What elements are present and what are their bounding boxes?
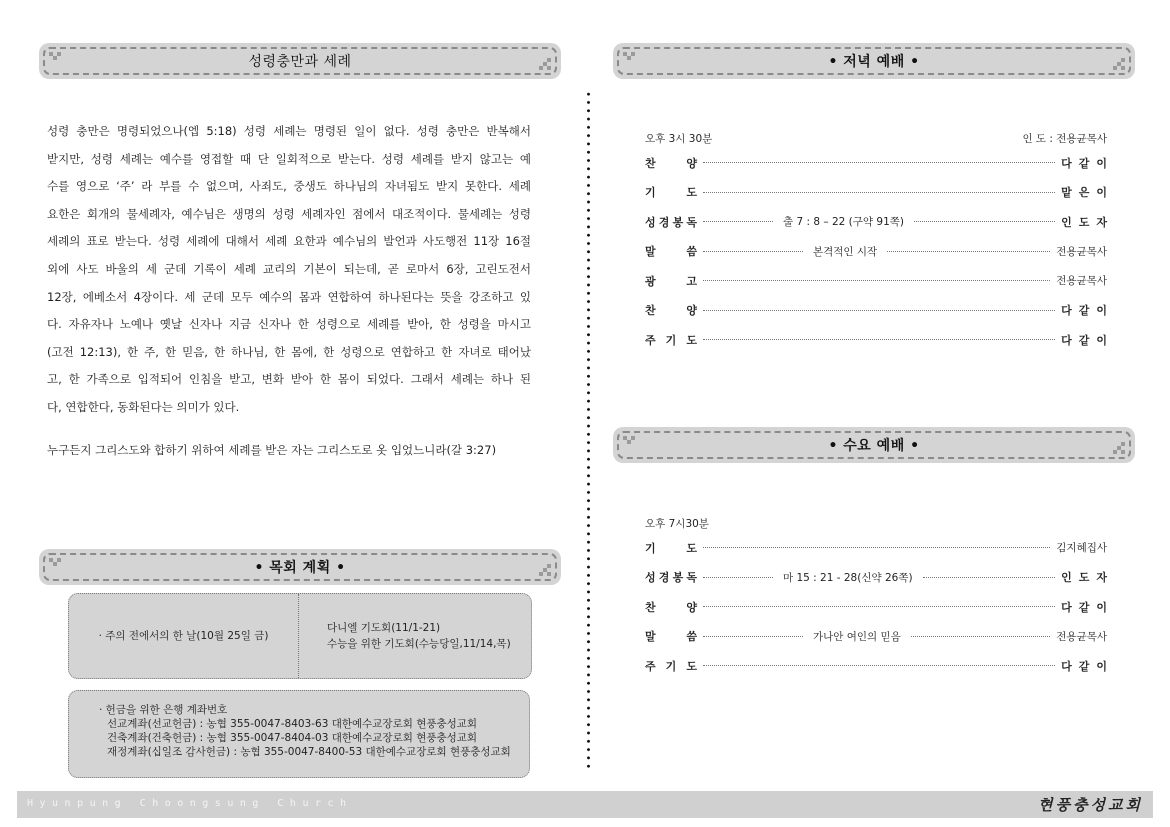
article-line: 외에 사도 바울의 세 군데 기록이 세례 교리의 기본이 되는데, 곧 로마서 6장, 고린도전서 (47, 261, 531, 276)
section-title: • 저녁 예배 • (828, 54, 920, 70)
plan-event-left (69, 594, 299, 678)
order-item-label: 찬 양 (645, 156, 697, 170)
service-order-row (645, 237, 1107, 267)
order-item-label: 성 경 봉 독 (645, 215, 697, 229)
service-order-row (645, 563, 1114, 593)
order-item-person: 다같이 (1061, 304, 1114, 318)
corner-decoration-icon (623, 52, 635, 64)
order-item-label: 주 기 도 (645, 659, 697, 673)
order-item-label: 기 도 (645, 541, 697, 555)
order-item-person: 다같이 (1061, 333, 1114, 347)
plan-event: 다니엘 기도회(11/1-21) (327, 622, 441, 634)
article-line: 요한은 회개의 물세례자, 예수님은 생명의 성령 세례자인 점에서 대조적이다. 물세례는 성령 (47, 206, 531, 221)
service-order-row (645, 325, 1114, 355)
service-order-row (645, 592, 1114, 622)
article-line: 수를 영으로 ‘주’ 라 부를 수 없으며, 사죄도, 중생도 하나님의 자녀됨도 받지 못한다. 세례 (47, 179, 531, 194)
bank-account-line: 선교계좌(선교헌금) : 농협 355-0047-8403-63 대한예수교장로회 현풍충성교회 (107, 718, 478, 730)
section-title: • 수요 예배 • (828, 438, 920, 454)
order-item-person: 인도자 (1061, 571, 1114, 585)
dotted-leader (703, 636, 803, 637)
article-line: 받지만, 성령 세례는 예수를 영접할 때 단 일회적으로 받는다. 성령 세례를 받지 않고는 예 (47, 151, 531, 166)
order-item-person: 다같이 (1061, 156, 1114, 170)
evening-service-order (645, 128, 1114, 355)
dotted-leader (703, 280, 1050, 281)
order-item-person: 인도자 (1061, 215, 1114, 229)
wednesday-service-order (645, 513, 1114, 681)
plan-event-right (299, 594, 531, 678)
section-title: 성령충만과 세례 (248, 54, 352, 70)
article-line: 12장, 에베소서 4장이다. 세 군데 모두 예수의 몸과 연합하여 하나된다는 뜻을 강조하고 있 (47, 289, 531, 304)
pastoral-plan-box (68, 593, 532, 679)
dotted-leader (703, 310, 1055, 311)
bank-account-line: 재정계좌(십일조 감사헌금) : 농협 355-0047-8400-53 대한예수교장로회 현풍충성교회 (107, 746, 511, 758)
section-title: • 목회 계획 • (254, 560, 346, 576)
evening-service-header (613, 43, 1135, 79)
corner-decoration-icon (49, 52, 61, 64)
order-item-label: 찬 양 (645, 600, 697, 614)
service-order-row (645, 266, 1107, 296)
order-item-label: 주 기 도 (645, 333, 697, 347)
dotted-leader (703, 162, 1055, 163)
order-item-person: 맡은이 (1061, 186, 1114, 200)
order-item-label: 광 고 (645, 274, 697, 288)
church-name-korean: 현풍충성교회 (1038, 796, 1143, 814)
service-order-row (645, 533, 1107, 563)
order-item-detail: 가나안 여인의 믿음 (813, 630, 901, 643)
service-time: 오후 3시 30분 (645, 132, 713, 145)
dotted-leader (703, 606, 1055, 607)
order-item-label: 말 씀 (645, 630, 697, 644)
order-item-person: 전용균목사 (1056, 245, 1107, 258)
service-order-row (645, 178, 1114, 208)
order-item-detail: 출 7 : 8 – 22 (구약 91쪽) (783, 216, 904, 229)
footer-bar (17, 791, 1153, 818)
order-item-person: 다같이 (1061, 659, 1114, 673)
order-item-label: 찬 양 (645, 304, 697, 318)
baptism-article (47, 118, 531, 422)
order-item-label: 성 경 봉 독 (645, 571, 697, 585)
order-item-label: 말 씀 (645, 245, 697, 259)
baptism-section-header (39, 43, 561, 79)
dotted-leader (703, 221, 773, 222)
corner-decoration-icon (49, 558, 61, 570)
order-item-person: 다같이 (1061, 600, 1114, 614)
article-line: (고전 12:13), 한 주, 한 믿음, 한 하나님, 한 몸에, 한 성령으로 연합하고 한 자녀로 태어났 (47, 344, 531, 359)
order-item-label: 기 도 (645, 186, 697, 200)
dotted-leader (703, 665, 1055, 666)
dotted-leader (703, 577, 773, 578)
dotted-leader (887, 251, 1050, 252)
article-line: 세례의 표로 받는다. 성령 세례에 대해서 세례 요한과 예수님의 발언과 사도행전 11장 16절 (47, 234, 531, 249)
wednesday-service-header (613, 427, 1135, 463)
order-item-person: 김지혜집사 (1056, 542, 1107, 555)
bank-account-line: 건축계좌(건축헌금) : 농협 355-0047-8404-03 대한예수교장로회 현풍충성교회 (107, 732, 478, 744)
service-order-row (645, 296, 1114, 326)
plan-event: · 주의 전에서의 한 날(10월 25일 금) (98, 630, 269, 642)
service-order-row (645, 651, 1114, 681)
article-line: 다. 자유자나 노예나 옛날 신자나 지금 신자나 한 성령으로 세례를 받아, 한 성령을 마시고 (47, 317, 531, 332)
corner-decoration-icon (539, 564, 551, 576)
dotted-leader (923, 577, 1056, 578)
dotted-leader (703, 547, 1050, 548)
corner-decoration-icon (539, 58, 551, 70)
corner-decoration-icon (623, 436, 635, 448)
article-line: 다, 연합한다, 동화된다는 의미가 있다. (47, 399, 240, 414)
dotted-leader (911, 636, 1050, 637)
order-item-detail: 마 15 : 21 - 28(신약 26쪽) (783, 571, 913, 584)
service-order-row (645, 207, 1114, 237)
page-divider (587, 90, 590, 772)
order-item-detail: 본격적인 시작 (813, 245, 878, 258)
service-leader: 인 도 : 전용균목사 (1022, 132, 1107, 145)
order-item-person: 전용균목사 (1056, 275, 1107, 288)
bank-accounts-box (68, 690, 530, 778)
dotted-leader (914, 221, 1055, 222)
dotted-leader (703, 192, 1055, 193)
dotted-leader (703, 251, 803, 252)
service-time: 오후 7시30분 (645, 517, 709, 530)
article-line: 고, 한 가족으로 입적되어 인침을 받고, 변화 받아 한 몸이 되었다. 그래서 세례는 하나 된 (47, 372, 531, 387)
order-item-person: 전용균목사 (1056, 630, 1107, 643)
corner-decoration-icon (1113, 58, 1125, 70)
article-line: 성령 충만은 명령되었으나(엡 5:18) 성령 세례는 명령된 일이 없다. 성령 충만은 반복해서 (47, 124, 531, 138)
service-order-row (645, 148, 1114, 178)
plan-event: 수능을 위한 기도회(수능당일,11/14,목) (327, 638, 511, 650)
dotted-leader (703, 339, 1055, 340)
pastoral-plan-header (39, 549, 561, 585)
corner-decoration-icon (1113, 442, 1125, 454)
church-name-english: Hyunpung Choongsung Church (27, 798, 353, 809)
scripture-verse: 누구든지 그리스도와 합하기 위하여 세례를 받은 자는 그리스도로 옷 입었느니라(갈 3:27) (47, 443, 497, 457)
service-order-row (645, 622, 1107, 652)
bank-accounts-title: · 헌금을 위한 은행 계좌번호 (99, 704, 228, 716)
